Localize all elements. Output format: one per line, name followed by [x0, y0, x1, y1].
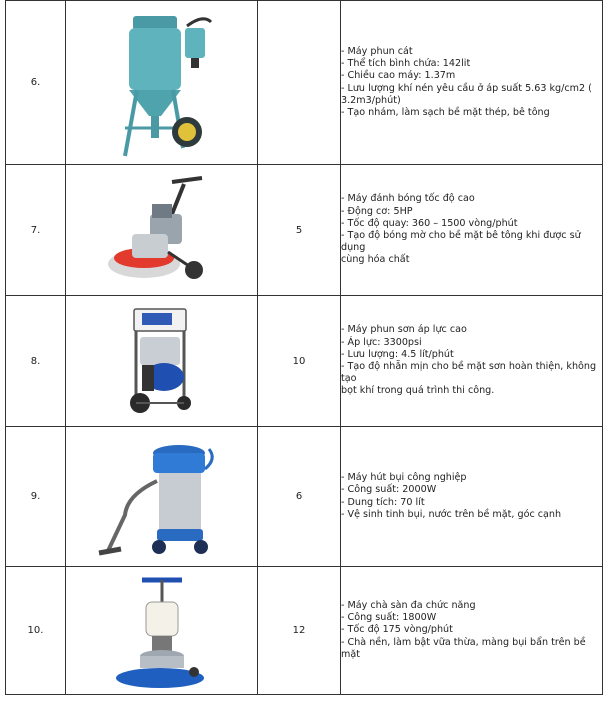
description-line: - Công suất: 1800W [341, 612, 437, 624]
equipment-image-cell [66, 296, 258, 427]
description-line: - Áp lực: 3300psi [341, 336, 422, 348]
description-line: - Chà nền, làm bật vữa thừa, màng bụi bẩn trên bề mặt [341, 636, 586, 660]
equipment-image-cell [66, 1, 258, 165]
description-line: - Chiều cao máy: 1.37m [341, 70, 456, 82]
description-line: - Dung tích: 70 lít [341, 496, 425, 508]
description-line: - Tốc độ 175 vòng/phút [341, 624, 453, 636]
row-number: 6. [6, 1, 66, 165]
description [341, 296, 603, 427]
description [341, 1, 603, 165]
description-line: bọt khí trong quá trình thi công. [341, 385, 495, 397]
row-number: 8. [6, 296, 66, 427]
description-line: - Thể tích bình chứa: 142lit [341, 58, 471, 70]
quantity: 12 [258, 567, 341, 695]
description-line: - Máy phun sơn áp lực cao [341, 324, 467, 336]
description-line: - Lưu lượng: 4.5 lít/phút [341, 348, 454, 360]
table-row [6, 165, 603, 296]
description-line: - Máy phun cát [341, 45, 413, 57]
row-number: 10. [6, 567, 66, 695]
description-line: - Động cơ: 5HP [341, 205, 413, 217]
table-row [6, 427, 603, 567]
paint-sprayer-icon [122, 303, 202, 419]
description-line: - Công suất: 2000W [341, 484, 437, 496]
quantity: 5 [258, 165, 341, 296]
description [341, 427, 603, 567]
description-line: - Máy chà sàn đa chức năng [341, 599, 476, 611]
vacuum-cleaner-icon [97, 435, 227, 559]
table-row [6, 567, 603, 695]
row-number: 9. [6, 427, 66, 567]
description-line: 3.2m3/phút) [341, 94, 401, 106]
equipment-image-cell [66, 165, 258, 296]
description-line: - Lưu lượng khí nén yêu cầu ở áp suất 5.63 kg/cm2 ( [341, 82, 592, 94]
description-line: - Tạo nhám, làm sạch bề mặt thép, bê tông [341, 106, 550, 118]
sandblaster-icon [107, 8, 217, 158]
quantity [258, 1, 341, 165]
description [341, 165, 603, 296]
description [341, 567, 603, 695]
description-line: - Máy đánh bóng tốc độ cao [341, 193, 475, 205]
floor-scrubber-icon [112, 572, 212, 690]
floor-polisher-icon [102, 174, 222, 286]
description-line: - Tốc độ quay: 360 – 1500 vòng/phút [341, 217, 518, 229]
equipment-image-cell [66, 567, 258, 695]
description-line: - Tạo độ nhẵn mịn cho bề mặt sơn hoàn thiện, không tạo [341, 361, 597, 385]
quantity: 10 [258, 296, 341, 427]
description-line: - Vệ sinh tinh bụi, nước trên bề mặt, góc cạnh [341, 508, 562, 520]
table-row [6, 1, 603, 165]
equipment-image-cell [66, 427, 258, 567]
row-number: 7. [6, 165, 66, 296]
description-line: - Tạo độ bóng mờ cho bề mặt bê tông khi được sử dụng [341, 230, 581, 254]
description-line: cùng hóa chất [341, 254, 410, 266]
table-row [6, 296, 603, 427]
equipment-table [5, 0, 603, 695]
quantity: 6 [258, 427, 341, 567]
description-line: - Máy hút bụi công nghiệp [341, 472, 467, 484]
